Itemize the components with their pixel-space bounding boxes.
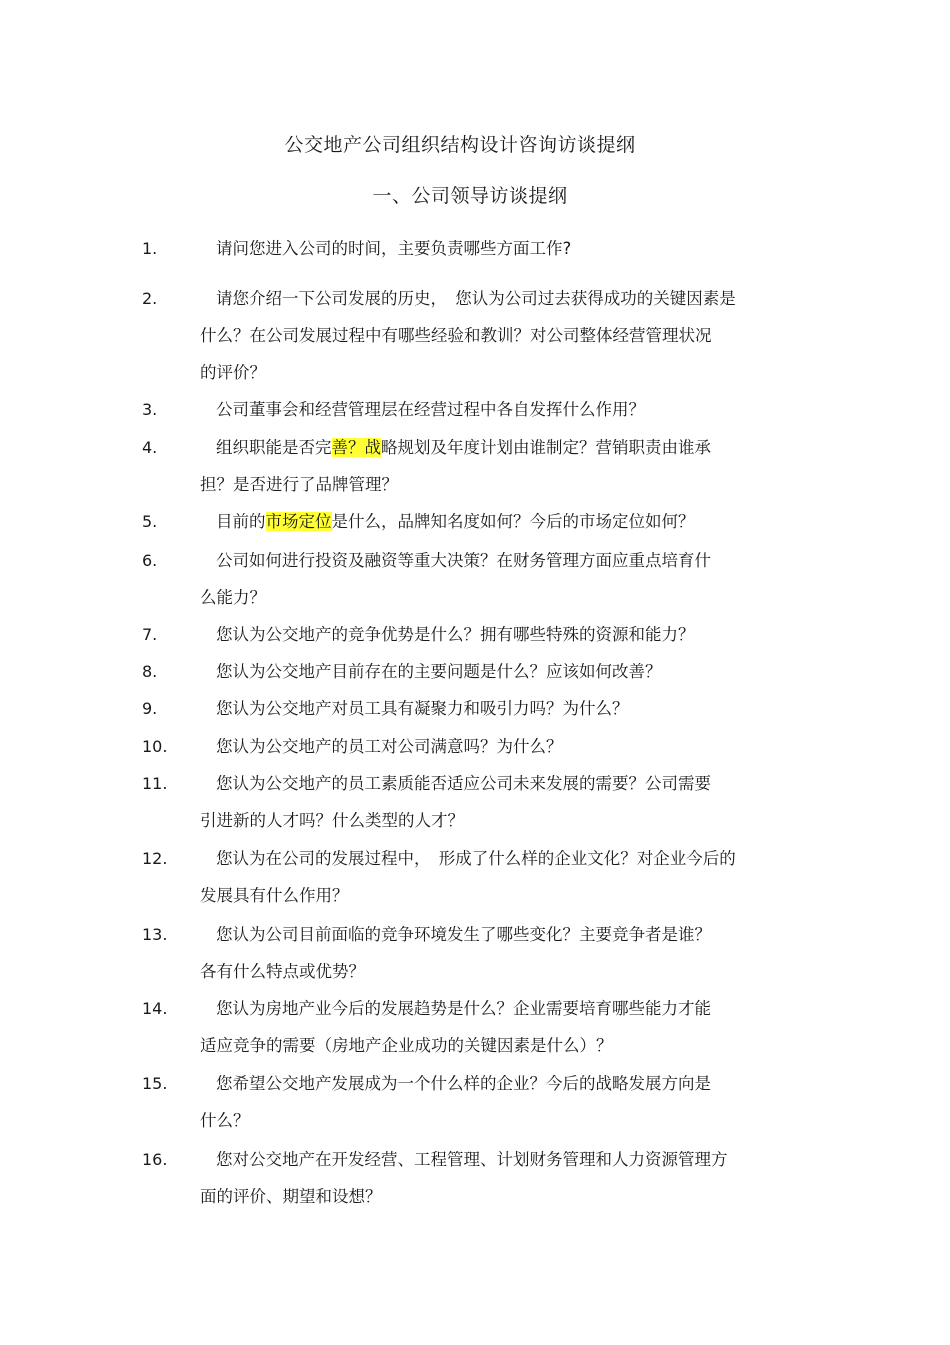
item-number: 10. (142, 737, 168, 756)
item-text (200, 1141, 800, 1215)
item-number: 14. (142, 999, 168, 1018)
item-text (200, 391, 800, 428)
item-line: 的评价？ (200, 363, 266, 382)
item-number: 12. (142, 849, 168, 868)
item-text (200, 840, 800, 914)
item-line: 引进新的人才吗？什么类型的人才？ (200, 811, 464, 830)
item-line: 担？是否进行了品牌管理？ (200, 475, 398, 494)
item-text (200, 765, 800, 839)
item-number: 2. (142, 289, 158, 308)
highlighted-text: 善？战 (331, 438, 381, 457)
item-text (200, 690, 800, 727)
item-line: 么能力？ (200, 588, 266, 607)
item-line: 什么？ (200, 1111, 250, 1130)
item-number: 16. (142, 1150, 168, 1169)
item-line: 请问您进入公司的时间，主要负责哪些方面工作? (216, 239, 572, 258)
item-text-segment: 略规划及年度计划由谁制定？营销职责由谁承 (381, 438, 711, 457)
item-number: 9. (142, 699, 158, 718)
item-number: 1. (142, 239, 158, 258)
section-title: 一、公司领导访谈提纲 (372, 185, 568, 207)
item-line: 您对公交地产在开发经营、工程管理、计划财务管理和人力资源管理方 (216, 1150, 728, 1169)
item-line: 您认为公交地产的员工对公司满意吗？为什么？ (216, 737, 563, 756)
item-line: 各有什么特点或优势？ (200, 962, 365, 981)
item-line: 您希望公交地产发展成为一个什么样的企业？今后的战略发展方向是 (216, 1074, 711, 1093)
item-text (200, 429, 800, 503)
item-number: 15. (142, 1074, 168, 1093)
item-line: 适应竞争的需要（房地产企业成功的关键因素是什么）？ (200, 1036, 613, 1055)
item-line: 公司如何进行投资及融资等重大决策？在财务管理方面应重点培育什 (216, 551, 711, 570)
item-text (200, 503, 800, 540)
item-number: 11. (142, 774, 168, 793)
item-line: 面的评价、期望和设想？ (200, 1187, 382, 1206)
item-text (200, 542, 800, 616)
item-line: 您认为公交地产目前存在的主要问题是什么？应该如何改善？ (216, 662, 662, 681)
item-text (200, 230, 800, 267)
item-line: 您认为房地产业今后的发展趋势是什么？企业需要培育哪些能力才能 (216, 999, 711, 1018)
item-line (200, 429, 800, 466)
item-line (200, 503, 800, 540)
item-number: 5. (142, 512, 158, 531)
item-text (200, 616, 800, 653)
item-line: 您认为公交地产的员工素质能否适应公司未来发展的需要？公司需要 (216, 774, 711, 793)
item-number: 7. (142, 625, 158, 644)
highlighted-text: 市场定位 (265, 512, 332, 531)
item-number: 13. (142, 925, 168, 944)
item-line: 发展具有什么作用？ (200, 886, 349, 905)
item-line: 公司董事会和经营管理层在经营过程中各自发挥什么作用？ (216, 400, 645, 419)
item-text (200, 1065, 800, 1139)
item-number: 8. (142, 662, 158, 681)
item-text-segment: 是什么，品牌知名度如何？今后的市场定位如何？ (331, 512, 695, 531)
item-text-segment: 目前的 (216, 512, 266, 531)
item-line: 请您介绍一下公司发展的历史， 您认为公司过去获得成功的关键因素是 (216, 289, 736, 308)
item-number: 3. (142, 400, 158, 419)
document-title: 公交地产公司组织结构设计咨询访谈提纲 (284, 134, 636, 156)
item-text (200, 916, 800, 990)
item-number: 6. (142, 551, 158, 570)
item-line: 什么？在公司发展过程中有哪些经验和教训？对公司整体经营管理状况 (200, 326, 712, 345)
item-line: 您认为公司目前面临的竞争环境发生了哪些变化？主要竞争者是谁？ (216, 925, 711, 944)
item-line: 您认为公交地产的竞争优势是什么？拥有哪些特殊的资源和能力？ (216, 625, 695, 644)
item-text-segment: 组织职能是否完 (216, 438, 332, 457)
item-text (200, 653, 800, 690)
item-number: 4. (142, 438, 158, 457)
item-line: 您认为在公司的发展过程中， 形成了什么样的企业文化？对企业今后的 (216, 849, 736, 868)
item-line: 您认为公交地产对员工具有凝聚力和吸引力吗？为什么？ (216, 699, 629, 718)
item-text (200, 990, 800, 1064)
item-text (200, 280, 800, 391)
item-text (200, 728, 800, 765)
